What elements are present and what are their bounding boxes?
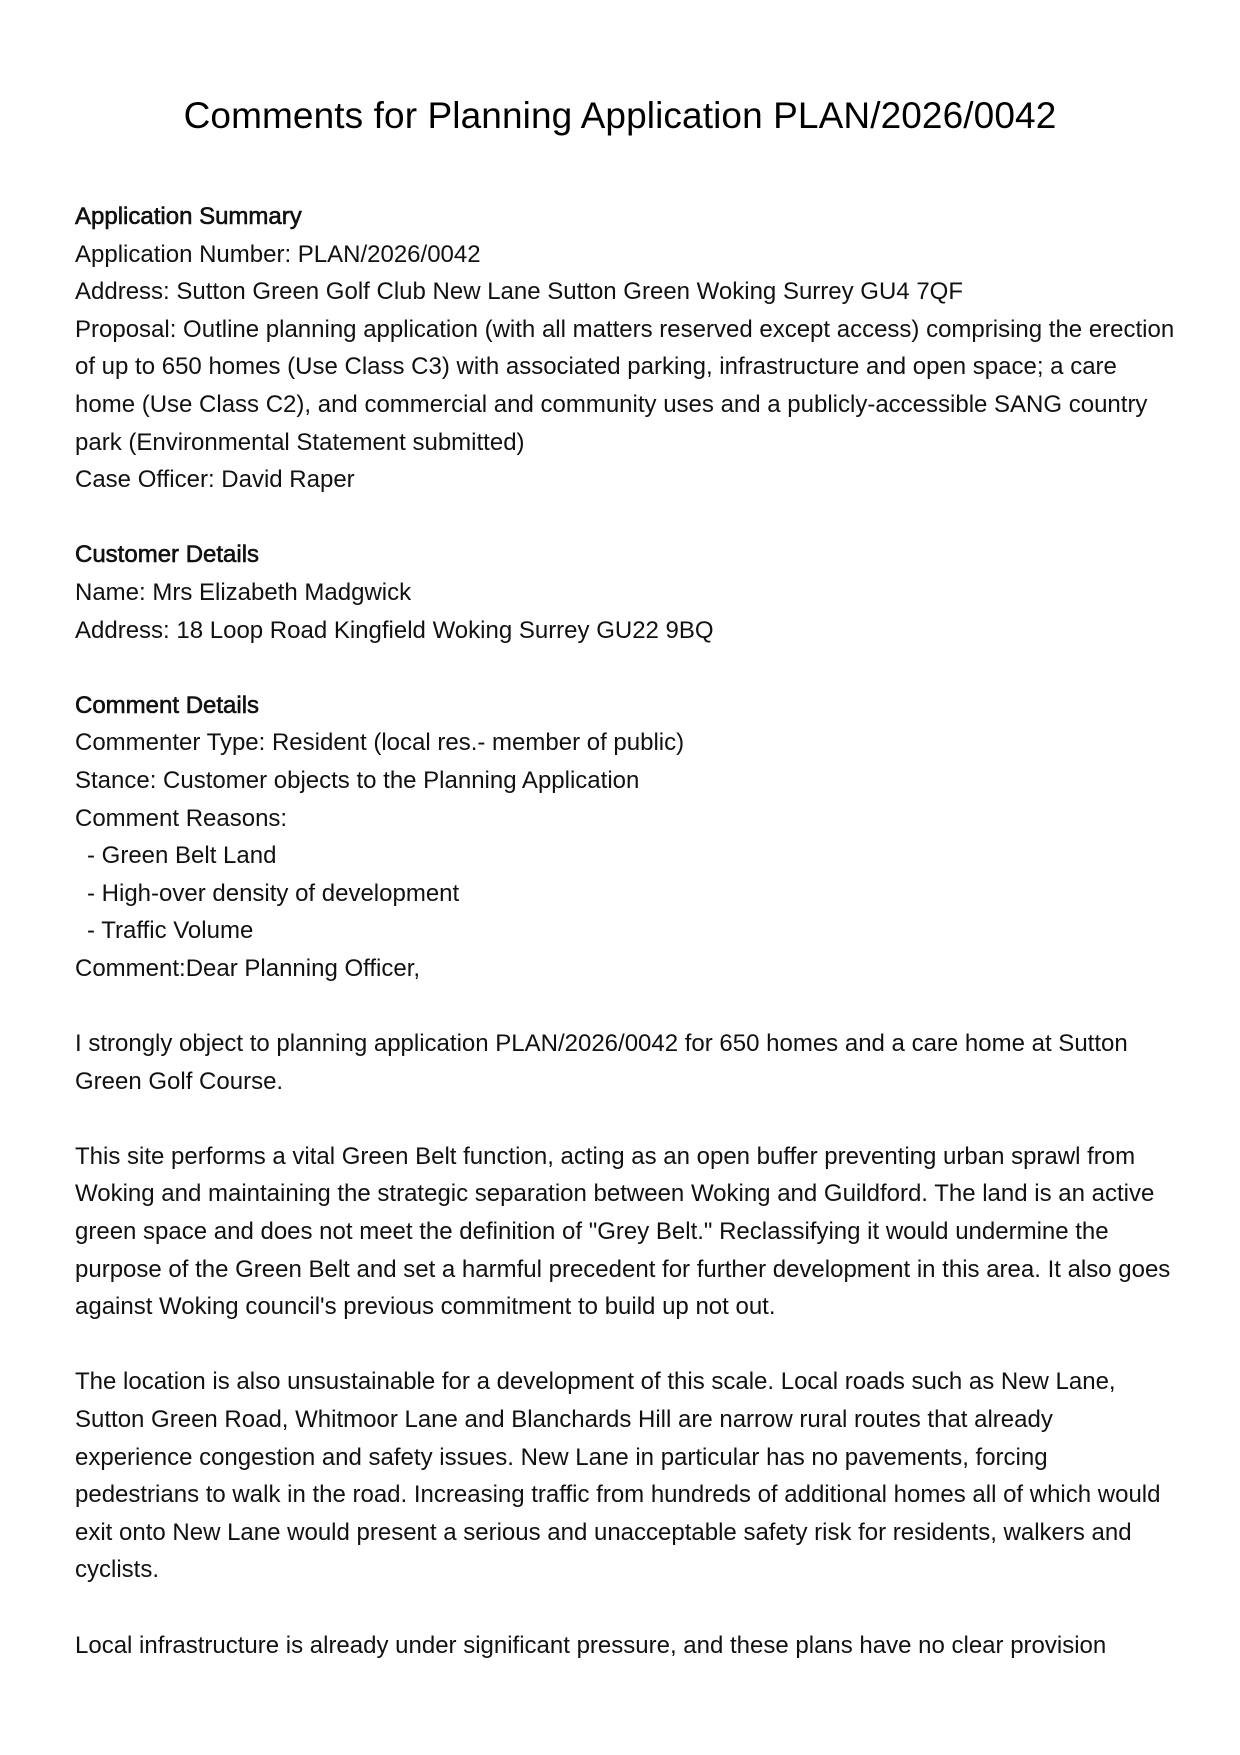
comment-reasons-label: Comment Reasons: [75, 804, 288, 832]
comment-intro: Comment:Dear Planning Officer, [75, 954, 421, 982]
comment-body [75, 1025, 1175, 1664]
stance: Stance: Customer objects to the Planning Application [75, 766, 640, 794]
comment-details-section [75, 687, 1175, 988]
application-summary-heading: Application Summary [75, 203, 302, 230]
customer-address: Address: 18 Loop Road Kingfield Woking Surrey GU22 9BQ [75, 616, 714, 644]
customer-name: Name: Mrs Elizabeth Madgwick [75, 578, 412, 606]
application-proposal: Proposal: Outline planning application (with all matters reserved except access) comprising the erection of up to 650 homes (Use Class C3) with associated parking, infrastructure and open space; a care home (Use Class C2), and commercial and community uses and a publicly-accessible SANG country park (Environmental Statement submitted) [75, 315, 1175, 456]
comment-paragraph: This site performs a vital Green Belt function, acting as an open buffer preventing urban sprawl from Woking and maintaining the strategic separation between Woking and Guildford. The land is an active green space and does not meet the definition of "Grey Belt." Reclassifying it would undermine the purpose of the Green Belt and set a harmful precedent for further development in this area. It also goes against Woking council's previous commitment to build up not out. [75, 1142, 1171, 1321]
commenter-type: Commenter Type: Resident (local res.- member of public) [75, 729, 685, 757]
case-officer: Case Officer: David Raper [75, 466, 355, 494]
page-title: Comments for Planning Application PLAN/2026/0042 [183, 95, 1057, 136]
comment-reason: - High-over density of development [87, 879, 460, 907]
comment-paragraph: The location is also unsustainable for a development of this scale. Local roads such as New Lane, Sutton Green Road, Whitmoor Lane and Blanchards Hill are narrow rural routes that already experience congestion and safety issues. New Lane in particular has no pavements, forcing pedestrians to walk in the road. Increasing traffic from hundreds of additional homes all of which would exit onto New Lane would present a serious and unacceptable safety risk for residents, walkers and cyclists. [75, 1368, 1161, 1584]
comment-reason: - Traffic Volume [87, 917, 254, 945]
comment-paragraph: I strongly object to planning application PLAN/2026/0042 for 650 homes and a care home at Sutton Green Golf Course. [75, 1030, 1128, 1095]
customer-details-section [75, 536, 1175, 649]
document-content [75, 198, 1175, 1664]
customer-details-heading: Customer Details [75, 541, 260, 569]
comment-paragraph: Local infrastructure is already under significant pressure, and these plans have no clear provision [75, 1631, 1107, 1659]
application-address: Address: Sutton Green Golf Club New Lane Sutton Green Woking Surrey GU4 7QF [75, 278, 963, 306]
application-number: Application Number: PLAN/2026/0042 [75, 240, 481, 268]
application-summary-section [75, 198, 1175, 499]
comment-details-heading: Comment Details [75, 691, 260, 719]
comment-reason: - Green Belt Land [87, 842, 277, 870]
